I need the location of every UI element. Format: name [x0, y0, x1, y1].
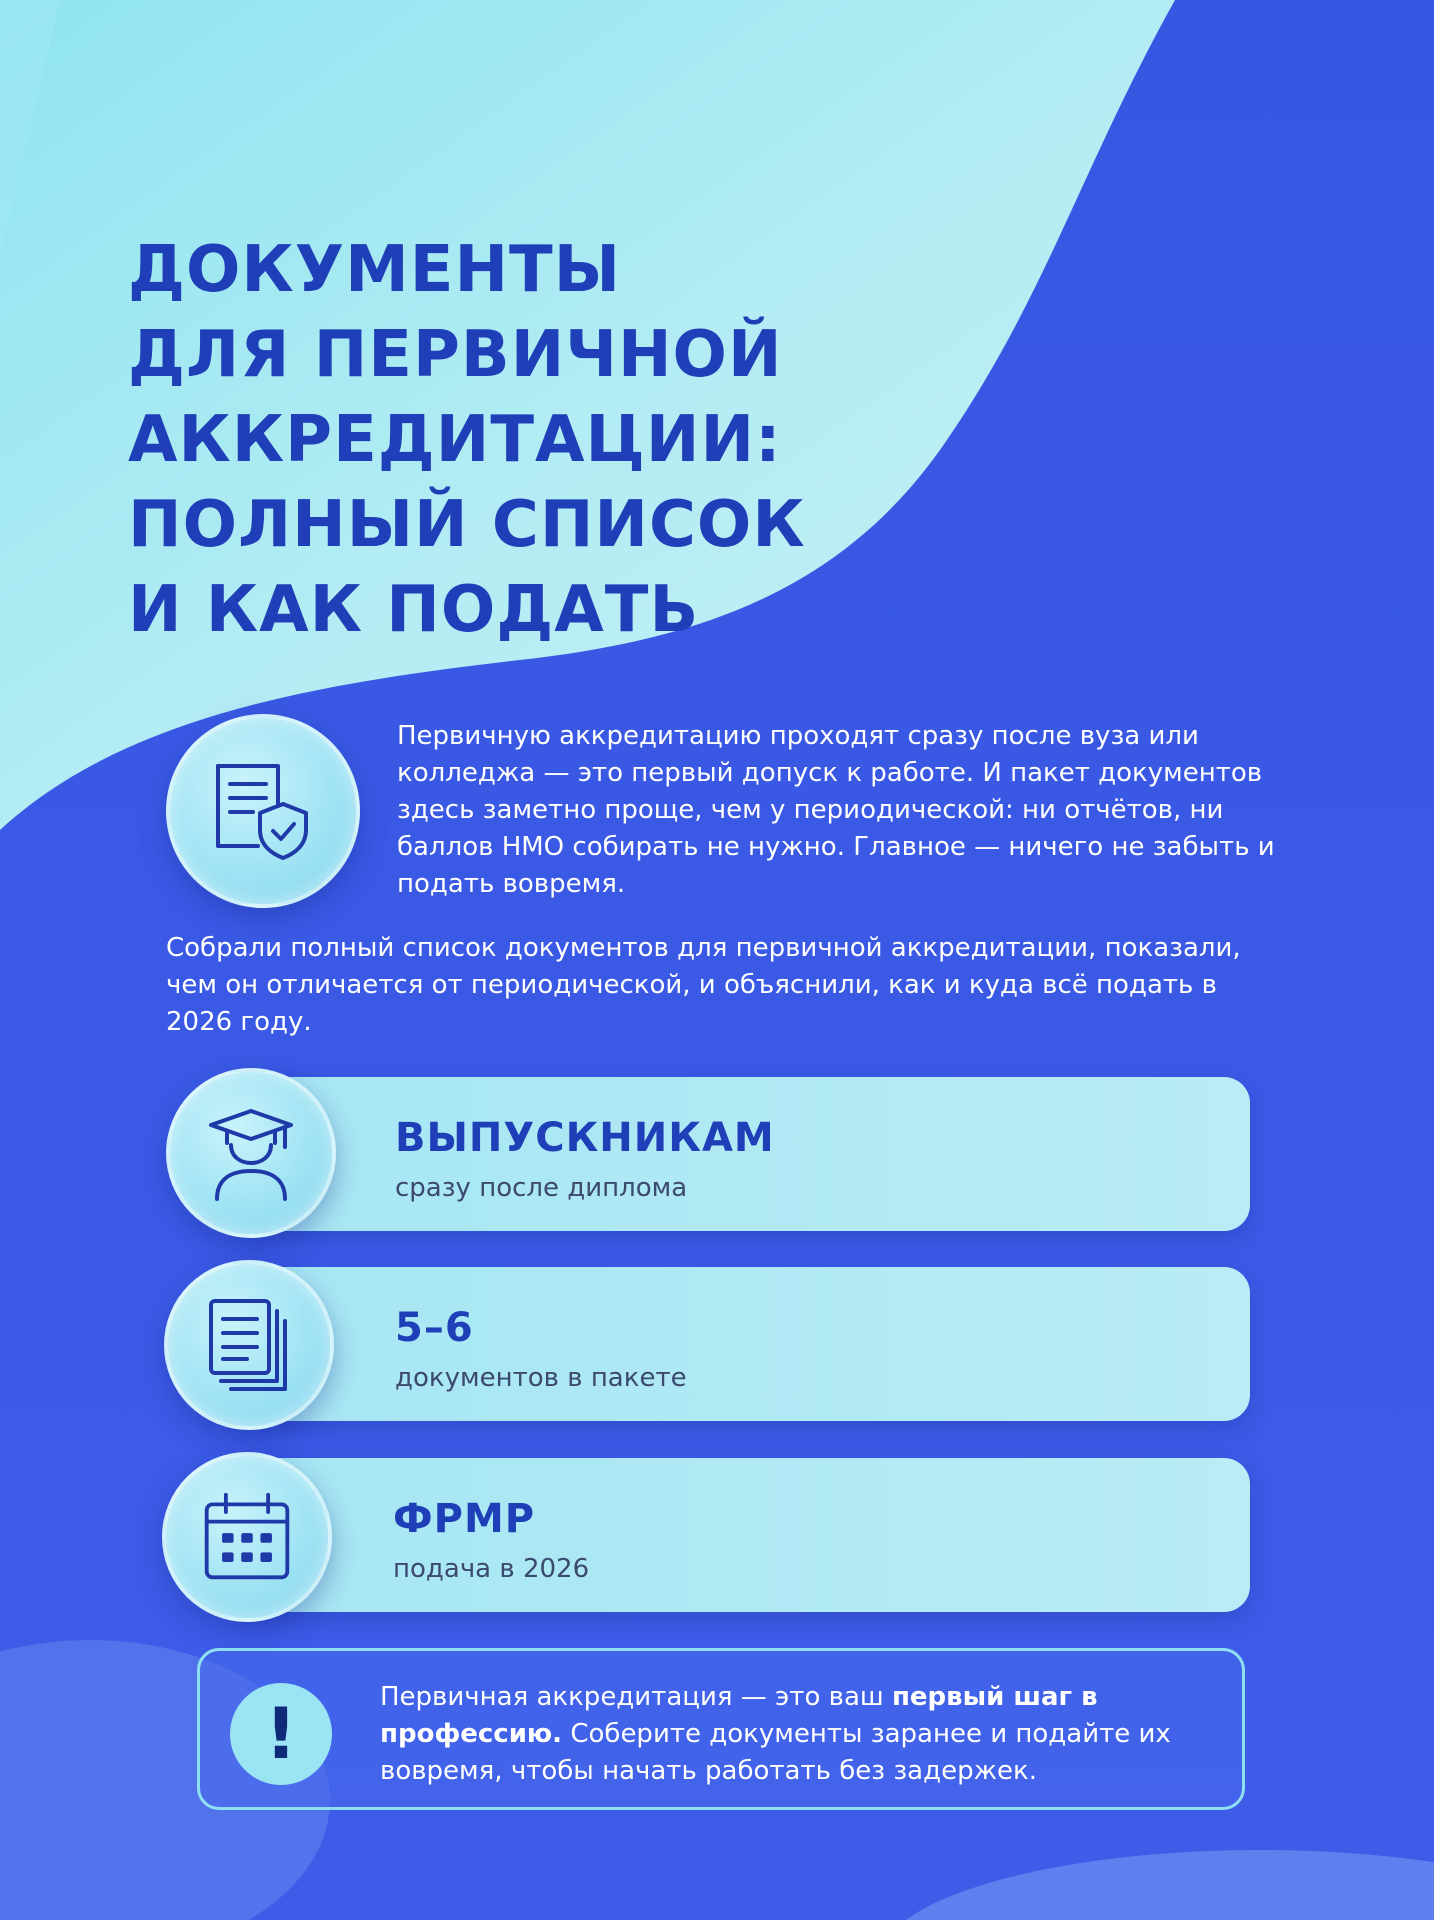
info-card — [240, 1458, 1250, 1612]
info-card — [240, 1267, 1250, 1421]
title-line: ПОЛНЫЙ СПИСОК — [128, 488, 806, 562]
info-card — [240, 1077, 1250, 1231]
card-icon-circle — [164, 1260, 334, 1430]
note-text-regular: Соберите документы заранее и подайте их вовремя, чтобы начать работать без задержек. — [380, 1719, 1171, 1786]
card-subtitle: документов в пакете — [395, 1363, 687, 1393]
card-icon-circle — [166, 1068, 336, 1238]
document-shield-icon — [208, 756, 318, 866]
note-text — [380, 1679, 1200, 1790]
card-title: ФРМР — [393, 1496, 536, 1542]
intro-text: Первичную аккредитацию проходят сразу после вуза или колледжа — это первый допуск к работе. И пакет документов здесь заметно проще, чем у периодической: ни отчётов, ни баллов НМО собирать не нужно. Главное — ничего не забыть и подать вовремя. — [397, 721, 1275, 899]
note-text-bold: первый шаг в профессию. — [380, 1682, 1098, 1749]
card-subtitle: сразу после диплома — [395, 1173, 688, 1203]
card-title: 5–6 — [395, 1305, 474, 1351]
documents-stack-icon — [199, 1295, 299, 1395]
title-line: ДОКУМЕНТЫ — [128, 233, 621, 307]
intro-icon-circle — [166, 714, 360, 908]
page-title — [128, 228, 806, 653]
summary-text: Собрали полный список документов для первичной аккредитации, показали, чем он отличается от периодической, и объяснили, как и куда всё подать в 2026 году. — [166, 933, 1241, 1037]
card-subtitle: подача в 2026 — [393, 1554, 590, 1584]
graduate-icon — [201, 1103, 301, 1203]
title-line: ДЛЯ ПЕРВИЧНОЙ — [128, 318, 783, 392]
calendar-icon — [199, 1489, 295, 1585]
title-line: АККРЕДИТАЦИИ: — [128, 403, 782, 477]
title-line: И КАК ПОДАТЬ — [128, 573, 700, 647]
note-box — [197, 1648, 1245, 1810]
card-title: ВЫПУСКНИКАМ — [395, 1115, 775, 1161]
note-text-regular: Первичная аккредитация — это ваш — [380, 1682, 892, 1712]
card-icon-circle — [162, 1452, 332, 1622]
exclamation-icon: ! — [230, 1683, 332, 1785]
